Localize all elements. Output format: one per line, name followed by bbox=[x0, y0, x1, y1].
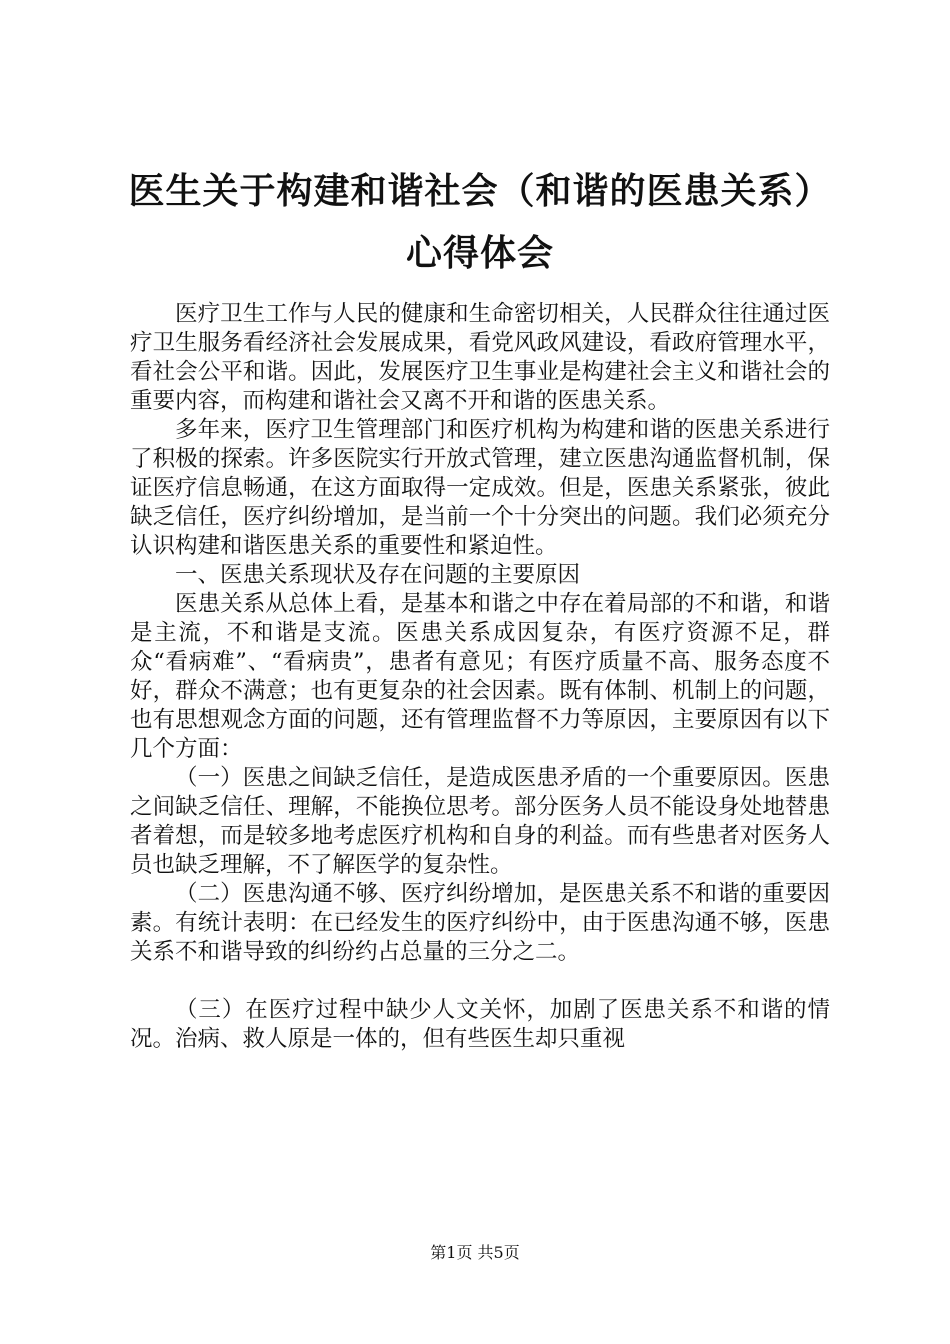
document-title: 医生关于构建和谐社会（和谐的医患关系）心得体会 bbox=[128, 170, 832, 274]
paragraph-intro: 医疗卫生工作与人民的健康和生命密切相关，人民群众往往通过医疗卫生服务看经济社会发展成果，看党风政风建设，看政府管理水平，看社会公平和谐。因此，发展医疗卫生事业是构建社会主义和谐社会的重要内容，而构建和谐社会又离不开和谐的医患关系。 bbox=[130, 301, 830, 414]
paragraph-overview: 医患关系从总体上看，是基本和谐之中存在着局部的不和谐，和谐是主流，不和谐是支流。医患关系成因复杂，有医疗资源不足，群众“看病难”、“看病贵”，患者有意见；有医疗质量不高、服务态度不好，群众不满意；也有更复杂的社会因素。既有体制、机制上的问题，也有思想观念方面的问题，还有管理监督不力等原因，主要原因有以下几个方面： bbox=[130, 591, 830, 762]
paragraph-reason-3: （三）在医疗过程中缺少人文关怀，加剧了医患关系不和谐的情况。治病、救人原是一体的，但有些医生却只重视 bbox=[130, 997, 830, 1052]
section-heading: 一、医患关系现状及存在问题的主要原因 bbox=[175, 562, 581, 588]
paragraph-background: 多年来，医疗卫生管理部门和医疗机构为构建和谐的医患关系进行了积极的探索。许多医院实行开放式管理，建立医患沟通监督机制，保证医疗信息畅通，在这方面取得一定成效。但是，医患关系紧张，彼此缺乏信任，医疗纠纷增加，是当前一个十分突出的问题。我们必须充分认识构建和谐医患关系的重要性和紧迫性。 bbox=[130, 417, 830, 559]
document-body bbox=[130, 300, 830, 1054]
page-number-footer: 第1页 共5页 bbox=[430, 1243, 520, 1262]
paragraph-reason-2: （二）医患沟通不够、医疗纠纷增加，是医患关系不和谐的重要因素。有统计表明：在已经发生的医疗纠纷中，由于医患沟通不够，医患关系不和谐导致的纠纷约占总量的三分之二。 bbox=[130, 881, 830, 965]
paragraph-reason-1: （一）医患之间缺乏信任，是造成医患矛盾的一个重要原因。医患之间缺乏信任、理解，不能换位思考。部分医务人员不能设身处地替患者着想，而是较多地考虑医疗机构和自身的利益。而有些患者对医务人员也缺乏理解，不了解医学的复杂性。 bbox=[130, 765, 830, 878]
